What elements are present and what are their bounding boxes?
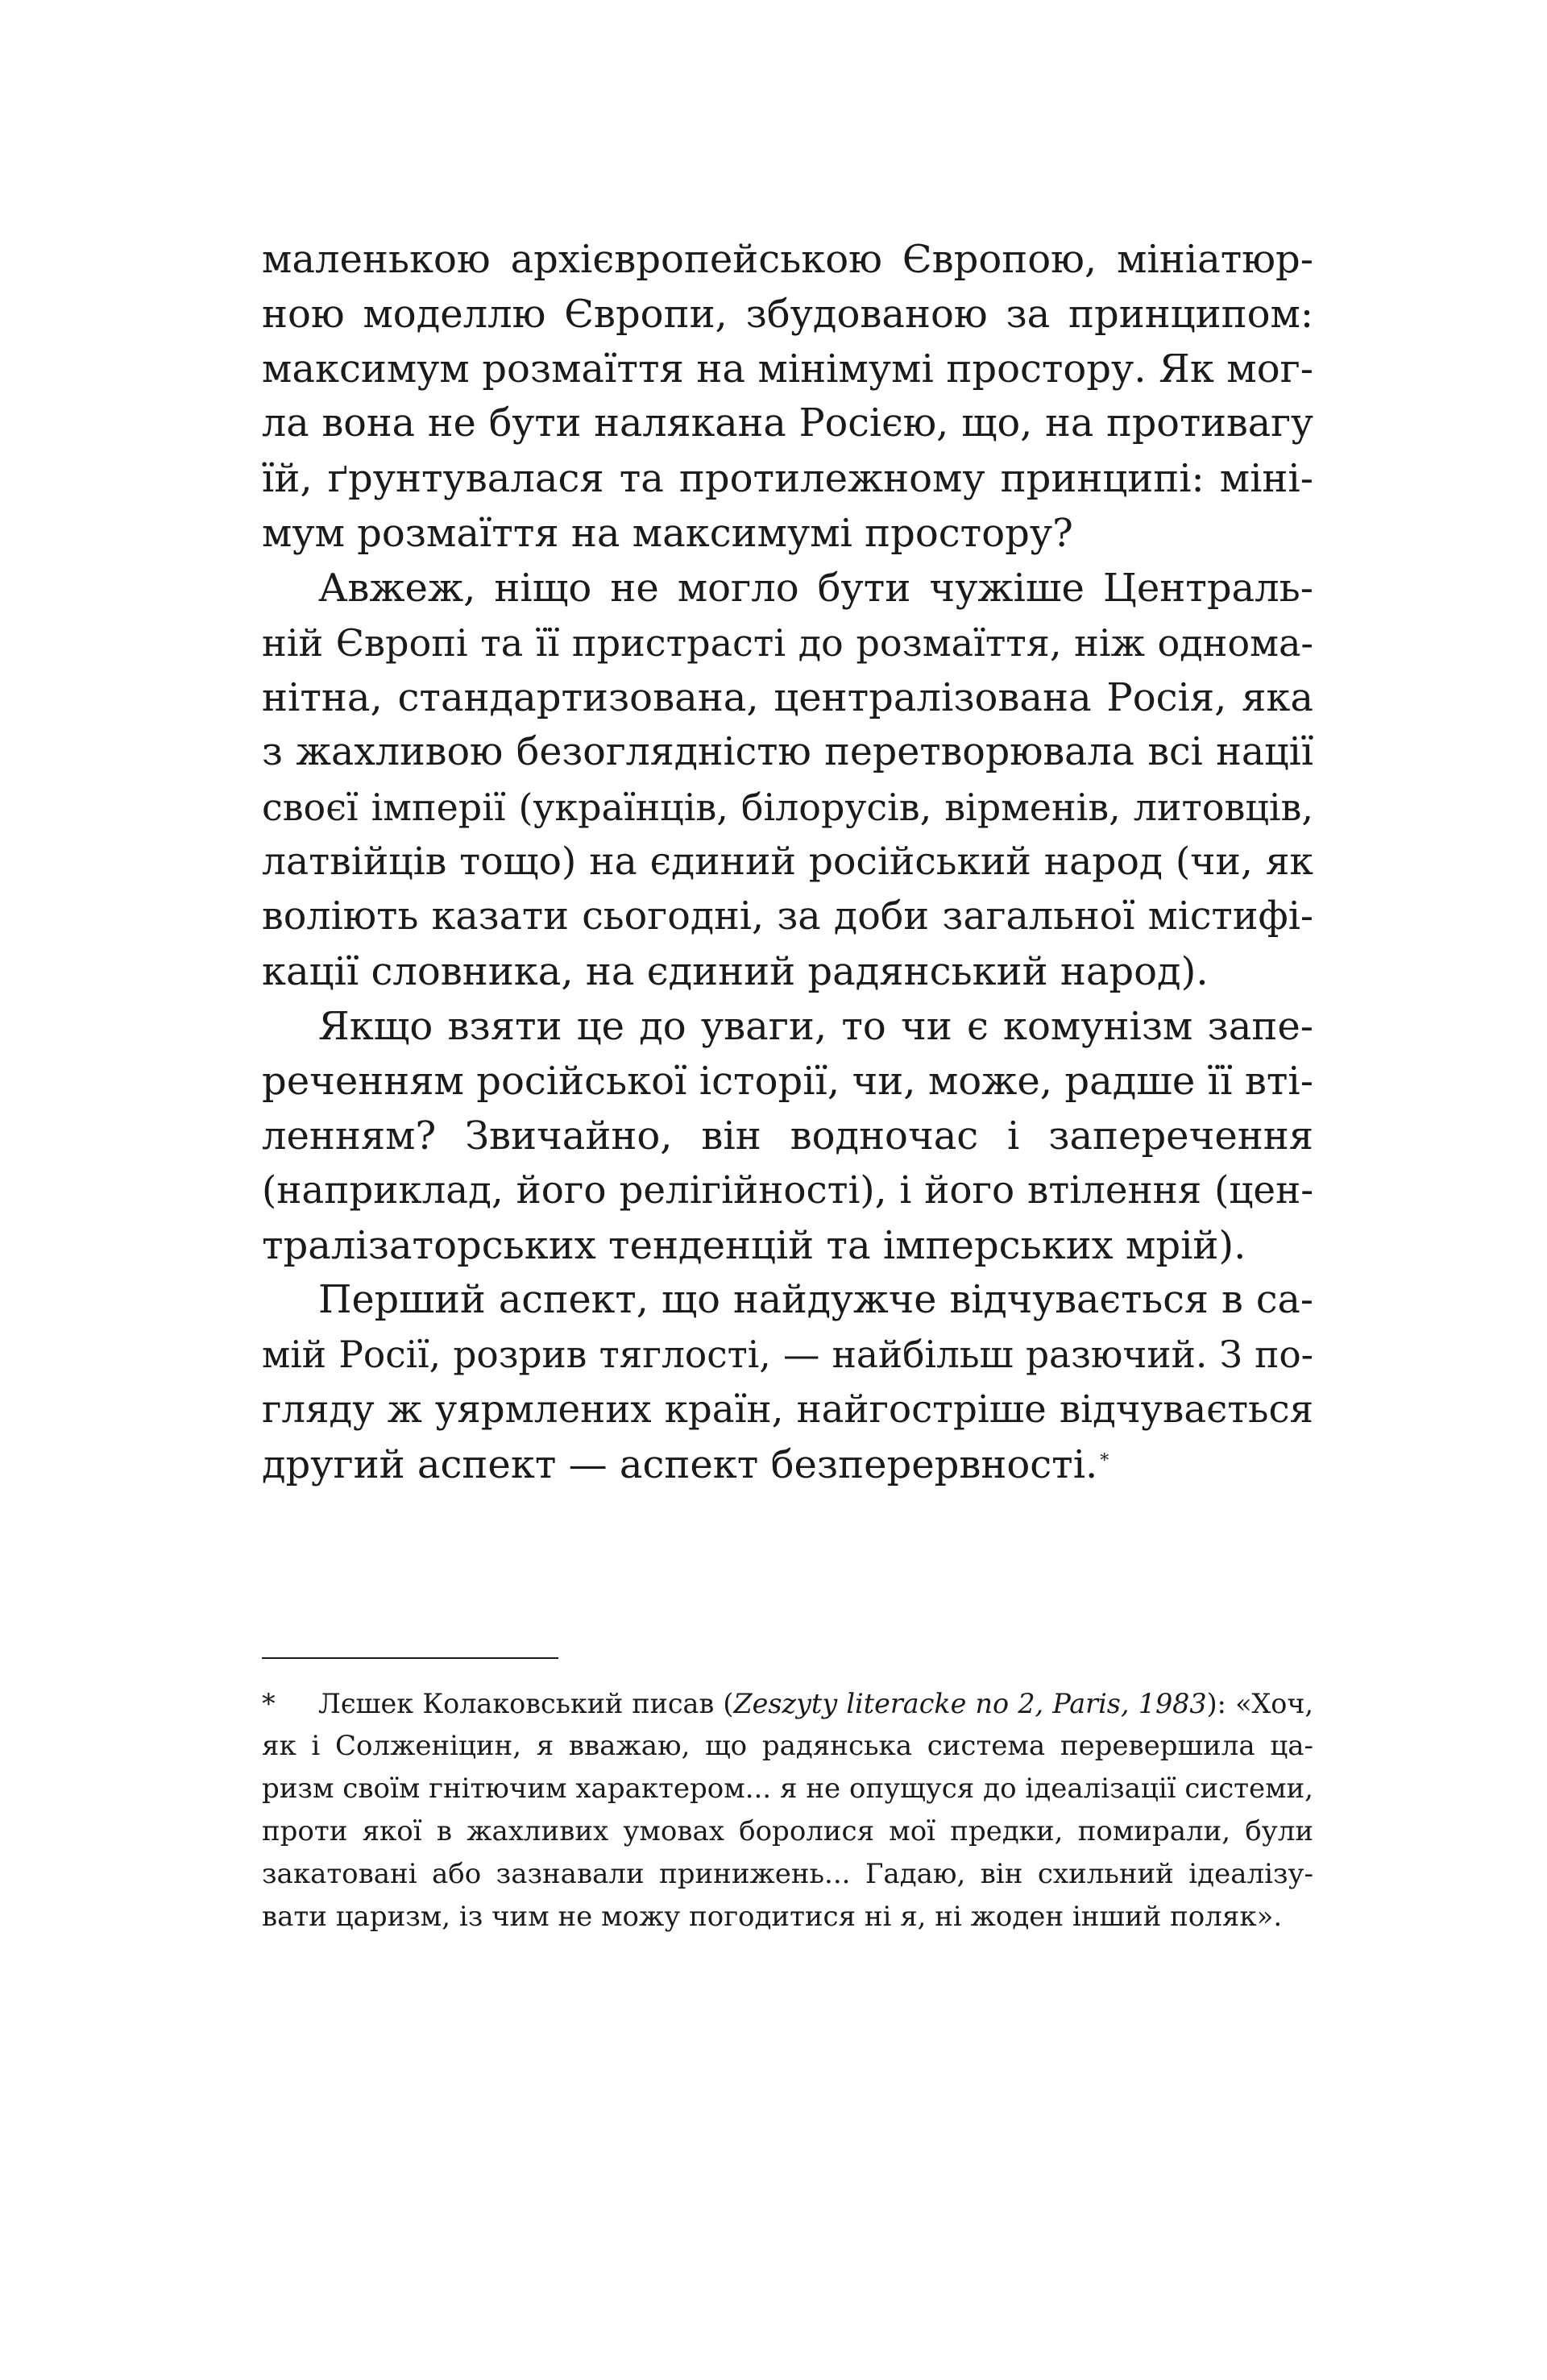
- footnote-line: проти якої в жахливих умовах боролися мої предки, помирали, були: [262, 1815, 1313, 1847]
- text-line: їй, ґрунтувалася та протилежному принципі: міні-: [262, 456, 1313, 501]
- footnote: [262, 1682, 1313, 1938]
- text-line: нітна, стандартизована, централізована Росія, яка: [262, 675, 1313, 720]
- text-line: [262, 1437, 1313, 1492]
- paragraph-3: [262, 999, 1313, 1273]
- footnote-source-title: Zeszyty literacke no 2, Paris, 1983: [733, 1688, 1207, 1719]
- text-line: Авжеж, ніщо не могло бути чужіше Централь-: [318, 566, 1313, 611]
- text-line: Якщо взяти це до уваги, то чи є комунізм запе-: [318, 1004, 1313, 1049]
- text-line: маленькою архієвропейською Європою, мініатюр-: [262, 237, 1313, 282]
- footnote-line: ризм своїм гнітючим характером... я не опущуся до ідеалізації системи,: [262, 1773, 1313, 1805]
- text-line: ній Європі та її пристрасті до розмаїття, ніж однома-: [262, 621, 1313, 665]
- main-text: [262, 232, 1313, 1492]
- text-line: максимум розмаїття на мінімумі простору. Як мог-: [262, 346, 1313, 392]
- footnote-line: вати царизм, із чим не можу погодитися ні я, ні жоден інший поляк».: [262, 1901, 1283, 1933]
- text-line: гляду ж уярмлених країн, найгостріше відчувається: [262, 1388, 1313, 1432]
- text-line: (наприклад, його релігійності), і його втілення (цен-: [262, 1169, 1313, 1213]
- text-line: Перший аспект, що найдужче відчувається в са-: [318, 1278, 1313, 1322]
- paragraph-2: [262, 561, 1313, 999]
- footnote-star: *: [262, 1688, 276, 1719]
- footnote-line: як і Солженіцин, я вважаю, що радянська система перевершила ца-: [262, 1730, 1313, 1762]
- footnote-text: Лєшек Колаковський писав (: [318, 1688, 734, 1719]
- text-line: реченням російської історії, чи, може, радше її вті-: [262, 1059, 1313, 1104]
- footnote-line: [262, 1682, 1313, 1725]
- footnote-divider: [262, 1657, 558, 1659]
- footnote-text: ): «Хоч,: [1206, 1688, 1314, 1719]
- footnote-reference-mark[interactable]: *: [1100, 1451, 1109, 1471]
- text-line: своєї імперії (українців, білорусів, вірменів, литовців,: [262, 786, 1313, 829]
- text-line: тралізаторських тенденцій та імперських мрій).: [262, 1223, 1246, 1268]
- text-line: ла вона не бути налякана Росією, що, на противагу: [262, 401, 1313, 446]
- footnote-line: закатовані або зазнавали принижень... Гадаю, він схильний ідеалізу-: [262, 1858, 1313, 1890]
- paragraph-4: [262, 1273, 1313, 1492]
- text-line: з жахливою безоглядністю перетворювала всі нації: [262, 730, 1313, 774]
- text-line-content: другий аспект — аспект безперервності.: [262, 1442, 1098, 1487]
- text-line: мій Росії, розрив тяглості, — найбільш разючий. З по-: [262, 1333, 1313, 1376]
- text-line: мум розмаїття на максимумі простору?: [262, 511, 1073, 556]
- text-line: латвійців тощо) на єдиний російський народ (чи, як: [262, 840, 1313, 884]
- text-line: ленням? Звичайно, він водночас і заперечення: [262, 1113, 1313, 1159]
- text-line: ною моделлю Європи, збудованою за принципом:: [262, 292, 1313, 337]
- text-line: кації словника, на єдиний радянський народ).: [262, 949, 1209, 994]
- text-line: воліють казати сьогодні, за доби загальної містифі-: [262, 894, 1313, 939]
- paragraph-1: [262, 232, 1313, 561]
